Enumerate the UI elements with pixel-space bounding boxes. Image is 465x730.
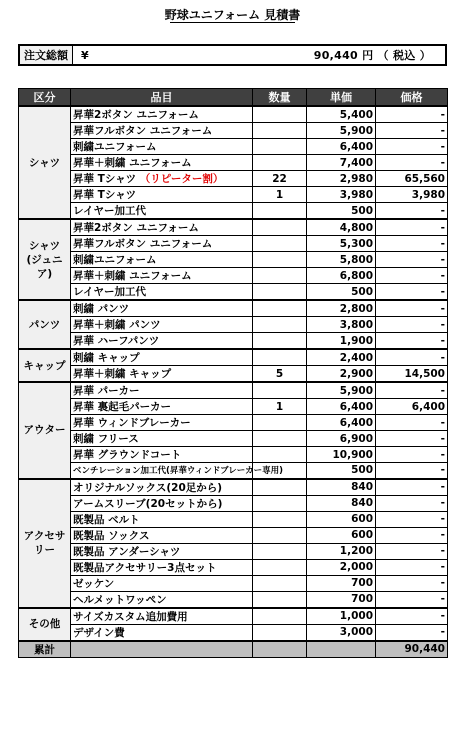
- quantity-cell: [253, 203, 307, 220]
- quantity-cell: 1: [253, 187, 307, 203]
- price-cell: -: [376, 155, 448, 171]
- category-cell: シャツ: [19, 106, 71, 219]
- item-name-cell: [71, 139, 253, 155]
- quantity-cell: [253, 284, 307, 301]
- item-name: 刺繍ユニフォーム: [73, 254, 157, 266]
- table-row: [19, 608, 448, 625]
- item-name-cell: [71, 268, 253, 284]
- unit-price-cell: 6,400: [307, 399, 376, 415]
- unit-price-cell: 2,800: [307, 300, 376, 317]
- quantity-cell: [253, 333, 307, 350]
- header-item: 品目: [71, 89, 253, 107]
- price-cell: -: [376, 203, 448, 220]
- unit-price-cell: 6,800: [307, 268, 376, 284]
- unit-price-cell: 1,900: [307, 333, 376, 350]
- item-name: 昇華2ボタン ユニフォーム: [73, 222, 199, 234]
- item-name: ベンチレーション加工代(昇華ウィンドブレーカー専用): [73, 466, 283, 477]
- header-quantity: 数量: [253, 89, 307, 107]
- price-cell: -: [376, 317, 448, 333]
- table-row: [19, 236, 448, 252]
- item-name-cell: [71, 431, 253, 447]
- category-cell: シャツ (ジュニア): [19, 219, 71, 300]
- category-cell: キャップ: [19, 349, 71, 382]
- quantity-cell: [253, 349, 307, 366]
- table-row: [19, 317, 448, 333]
- table-row: [19, 123, 448, 139]
- unit-price-cell: 700: [307, 575, 376, 591]
- quantity-cell: [253, 300, 307, 317]
- total-empty-cell: [307, 641, 376, 658]
- total-empty-cell: [71, 641, 253, 658]
- quantity-cell: [253, 382, 307, 399]
- item-name: 昇華＋刺繍 パンツ: [73, 319, 161, 331]
- header-unit-price: 単価: [307, 89, 376, 107]
- item-note: （リピーター割）: [139, 173, 224, 185]
- table-row: [19, 431, 448, 447]
- price-cell: -: [376, 382, 448, 399]
- price-cell: -: [376, 559, 448, 575]
- unit-price-cell: 6,900: [307, 431, 376, 447]
- unit-price-cell: 700: [307, 591, 376, 608]
- item-name: オリジナルソックス(20足から): [73, 481, 223, 494]
- unit-price-cell: 1,200: [307, 543, 376, 559]
- quantity-cell: [253, 139, 307, 155]
- quantity-cell: [253, 219, 307, 236]
- table-header-row: [19, 89, 448, 107]
- table-row: [19, 543, 448, 559]
- item-name: 既製品 ソックス: [73, 529, 150, 542]
- item-name: 昇華 裏起毛パーカー: [73, 401, 171, 413]
- quantity-cell: [253, 527, 307, 543]
- item-name-cell: [71, 284, 253, 301]
- unit-price-cell: 10,900: [307, 447, 376, 463]
- category-cell: アクセサリー: [19, 479, 71, 608]
- item-name: 昇華 Tシャツ: [73, 189, 137, 201]
- item-name-cell: [71, 155, 253, 171]
- item-name-cell: [71, 624, 253, 641]
- item-name: 昇華フルボタン ユニフォーム: [73, 125, 213, 137]
- price-cell: -: [376, 431, 448, 447]
- unit-price-cell: 3,000: [307, 624, 376, 641]
- table-row: [19, 527, 448, 543]
- price-cell: 6,400: [376, 399, 448, 415]
- item-name: デザイン費: [73, 626, 125, 639]
- quantity-cell: [253, 236, 307, 252]
- item-name: 刺繍 フリース: [73, 433, 139, 445]
- quantity-cell: [253, 447, 307, 463]
- unit-price-cell: 500: [307, 463, 376, 479]
- total-row: [19, 641, 448, 658]
- item-name-cell: [71, 511, 253, 527]
- table-row: [19, 366, 448, 383]
- item-name-cell: [71, 317, 253, 333]
- table-body: [19, 106, 448, 641]
- price-cell: -: [376, 495, 448, 511]
- table-row: [19, 399, 448, 415]
- price-cell: -: [376, 123, 448, 139]
- price-cell: 14,500: [376, 366, 448, 383]
- table-row: [19, 284, 448, 301]
- table-row: [19, 624, 448, 641]
- table-row: [19, 155, 448, 171]
- table-row: [19, 252, 448, 268]
- unit-price-cell: 3,800: [307, 317, 376, 333]
- price-cell: -: [376, 624, 448, 641]
- quantity-cell: 1: [253, 399, 307, 415]
- item-name: 刺繍ユニフォーム: [73, 141, 157, 153]
- item-name: ヘルメットワッペン: [73, 593, 167, 606]
- item-name-cell: [71, 333, 253, 350]
- item-name-cell: [71, 123, 253, 139]
- item-name-cell: [71, 171, 253, 187]
- unit-price-cell: 5,900: [307, 382, 376, 399]
- quantity-cell: 5: [253, 366, 307, 383]
- order-total-box: [18, 44, 447, 66]
- price-cell: -: [376, 139, 448, 155]
- price-cell: -: [376, 608, 448, 625]
- quantity-cell: [253, 431, 307, 447]
- price-cell: -: [376, 284, 448, 301]
- price-cell: -: [376, 236, 448, 252]
- price-cell: 65,560: [376, 171, 448, 187]
- unit-price-cell: 4,800: [307, 219, 376, 236]
- price-cell: -: [376, 479, 448, 496]
- item-name: 昇華＋刺繍 ユニフォーム: [73, 157, 192, 169]
- unit-price-cell: 840: [307, 479, 376, 496]
- unit-price-cell: 500: [307, 284, 376, 301]
- price-cell: -: [376, 527, 448, 543]
- total-empty-cell: [253, 641, 307, 658]
- table-row: [19, 203, 448, 220]
- quantity-cell: 22: [253, 171, 307, 187]
- page-title: 野球ユニフォーム 見積書: [164, 8, 301, 22]
- table-row: [19, 382, 448, 399]
- item-name-cell: [71, 447, 253, 463]
- quantity-cell: [253, 252, 307, 268]
- unit-price-cell: 5,300: [307, 236, 376, 252]
- table-row: [19, 349, 448, 366]
- table-row: [19, 415, 448, 431]
- quantity-cell: [253, 495, 307, 511]
- unit-price-cell: 6,400: [307, 139, 376, 155]
- item-name-cell: [71, 543, 253, 559]
- table-row: [19, 268, 448, 284]
- quantity-cell: [253, 268, 307, 284]
- price-cell: -: [376, 463, 448, 479]
- price-cell: -: [376, 591, 448, 608]
- table-row: [19, 495, 448, 511]
- unit-price-cell: 7,400: [307, 155, 376, 171]
- table-row: [19, 575, 448, 591]
- price-cell: -: [376, 219, 448, 236]
- unit-price-cell: 840: [307, 495, 376, 511]
- item-name: 既製品 アンダーシャツ: [73, 545, 181, 558]
- item-name-cell: [71, 349, 253, 366]
- price-cell: -: [376, 268, 448, 284]
- order-total-label: 注文総額: [20, 46, 73, 64]
- unit-price-cell: 500: [307, 203, 376, 220]
- unit-price-cell: 1,000: [307, 608, 376, 625]
- unit-price-cell: 5,400: [307, 106, 376, 123]
- table-row: [19, 559, 448, 575]
- item-name-cell: [71, 366, 253, 383]
- item-name-cell: [71, 415, 253, 431]
- quantity-cell: [253, 575, 307, 591]
- unit-price-cell: 5,800: [307, 252, 376, 268]
- quantity-cell: [253, 123, 307, 139]
- item-name-cell: [71, 236, 253, 252]
- quantity-cell: [253, 511, 307, 527]
- item-name-cell: [71, 608, 253, 625]
- unit-price-cell: 600: [307, 511, 376, 527]
- quantity-cell: [253, 479, 307, 496]
- quantity-cell: [253, 155, 307, 171]
- item-name: 昇華 ハーフパンツ: [73, 335, 160, 347]
- item-name-cell: [71, 106, 253, 123]
- price-cell: -: [376, 106, 448, 123]
- price-cell: -: [376, 252, 448, 268]
- quantity-cell: [253, 591, 307, 608]
- order-total-currency: ¥: [81, 48, 89, 62]
- price-cell: 3,980: [376, 187, 448, 203]
- item-name: サイズカスタム追加費用: [73, 610, 188, 623]
- item-name: 昇華フルボタン ユニフォーム: [73, 238, 213, 250]
- table-row: [19, 511, 448, 527]
- item-name-cell: [71, 591, 253, 608]
- unit-price-cell: 6,400: [307, 415, 376, 431]
- item-name-cell: [71, 399, 253, 415]
- item-name: ゼッケン: [73, 577, 115, 590]
- item-name-cell: [71, 187, 253, 203]
- price-cell: -: [376, 447, 448, 463]
- item-name-cell: [71, 479, 253, 496]
- table-row: [19, 591, 448, 608]
- item-name: 刺繍 パンツ: [73, 303, 130, 315]
- table-row: [19, 171, 448, 187]
- table-row: [19, 333, 448, 350]
- header-category: 区分: [19, 89, 71, 107]
- price-cell: -: [376, 543, 448, 559]
- item-name: 昇華＋刺繍 キャップ: [73, 368, 172, 380]
- item-name-cell: [71, 300, 253, 317]
- item-name-cell: [71, 382, 253, 399]
- quantity-cell: [253, 624, 307, 641]
- order-total-value: 90,440 円 （ 税込 ）: [313, 49, 431, 62]
- item-name-cell: [71, 203, 253, 220]
- quantity-cell: [253, 106, 307, 123]
- unit-price-cell: 2,980: [307, 171, 376, 187]
- item-name: レイヤー加工代: [73, 205, 146, 217]
- item-name: 昇華2ボタン ユニフォーム: [73, 109, 199, 121]
- unit-price-cell: 2,400: [307, 349, 376, 366]
- item-name: 昇華＋刺繍 ユニフォーム: [73, 270, 192, 282]
- item-name-cell: [71, 252, 253, 268]
- table-row: [19, 139, 448, 155]
- price-cell: -: [376, 300, 448, 317]
- quantity-cell: [253, 608, 307, 625]
- unit-price-cell: 2,000: [307, 559, 376, 575]
- item-name: アームスリーブ(20セットから): [73, 497, 223, 510]
- item-name: 既製品アクセサリー3点セット: [73, 561, 217, 574]
- category-cell: アウター: [19, 382, 71, 479]
- item-name: 昇華 パーカー: [73, 385, 140, 397]
- item-name: 刺繍 キャップ: [73, 352, 140, 364]
- price-cell: -: [376, 575, 448, 591]
- quantity-cell: [253, 559, 307, 575]
- header-price: 価格: [376, 89, 448, 107]
- item-name-cell: [71, 219, 253, 236]
- quantity-cell: [253, 415, 307, 431]
- unit-price-cell: 2,900: [307, 366, 376, 383]
- quantity-cell: [253, 543, 307, 559]
- total-label: 累計: [19, 641, 71, 658]
- price-cell: -: [376, 415, 448, 431]
- item-name: 既製品 ベルト: [73, 513, 140, 526]
- item-name-cell: [71, 463, 283, 479]
- unit-price-cell: 3,980: [307, 187, 376, 203]
- price-cell: -: [376, 511, 448, 527]
- item-name: 昇華 グラウンドコート: [73, 449, 182, 461]
- item-name: 昇華 ウィンドブレーカー: [73, 417, 191, 429]
- table-row: [19, 463, 448, 479]
- table-row: [19, 106, 448, 123]
- unit-price-cell: 600: [307, 527, 376, 543]
- table-row: [19, 300, 448, 317]
- table-row: [19, 219, 448, 236]
- quantity-cell: [253, 317, 307, 333]
- item-name: レイヤー加工代: [73, 286, 146, 298]
- item-name-cell: [71, 527, 253, 543]
- total-value: 90,440: [376, 641, 448, 658]
- unit-price-cell: 5,900: [307, 123, 376, 139]
- category-cell: その他: [19, 608, 71, 641]
- table-row: [19, 479, 448, 496]
- category-cell: パンツ: [19, 300, 71, 349]
- price-cell: -: [376, 333, 448, 350]
- item-name-cell: [71, 495, 253, 511]
- table-row: [19, 187, 448, 203]
- title-underline: [170, 22, 295, 23]
- item-name-cell: [71, 559, 253, 575]
- item-name-cell: [71, 575, 253, 591]
- price-cell: -: [376, 349, 448, 366]
- table-row: [19, 447, 448, 463]
- item-name: 昇華 Tシャツ: [73, 173, 140, 185]
- estimate-table: [18, 88, 448, 658]
